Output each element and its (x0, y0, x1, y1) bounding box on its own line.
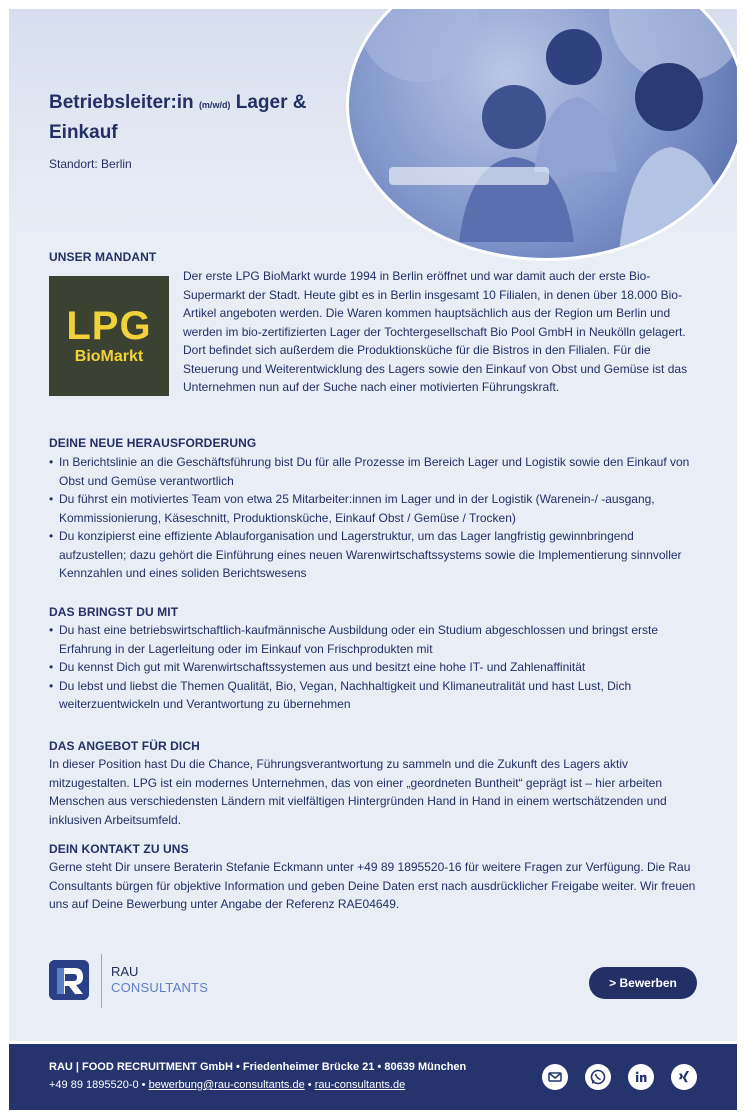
footer-phone: +49 89 1895520-0 • (49, 1079, 146, 1091)
contact-heading: DEIN KONTAKT ZU UNS (49, 842, 189, 856)
whatsapp-icon[interactable] (585, 1064, 611, 1090)
list-item: • In Berichtslinie an die Geschäftsführung bist Du für alle Prozesse im Bereich Lager und Logistik sowie den Einkauf von Obst und Gemüse verantwortlich (49, 453, 699, 490)
list-item: • Du konzipierst eine effiziente Ablauforganisation und Lagerstruktur, um das Lager langfristig gewinnbringend aufzustellen; dazu gehört die Einführung eines neuen Warenwirtschaftssystems sowie die Implementierung sinnvoller Kennzahlen und eines soliden Berichtswesens (49, 527, 699, 583)
offer-heading: DAS ANGEBOT FÜR DICH (49, 739, 200, 753)
footer-address: RAU | FOOD RECRUITMENT GmbH • Friedenheimer Brücke 21 • 80639 München (49, 1061, 467, 1073)
offer-text: In dieser Position hast Du die Chance, Führungsverantwortung zu sammeln und die Zukunft des Lagers aktiv mitzugestalten. LPG ist ein modernes Unternehmen, das von einer „geordneten Buntheit“ geprägt ist – hier arbeiten Menschen aus verschiedensten Ländern mit vielfältigen Hintergründen Hand in Hand in einem wertschätzenden und inklusiven Arbeitsumfeld. (49, 757, 667, 827)
brand-sub: CONSULTANTS (111, 980, 209, 995)
mandant-text: Der erste LPG BioMarkt wurde 1994 in Berlin eröffnet und war damit auch der erste Bio-Supermarkt der Stadt. Heute gibt es in Berlin insgesamt 10 Filialen, in denen über 18.000 Bio-Artikel angeboten werden. Die Waren kommen hauptsächlich aus der Region um Berlin und werden im bio-zertifizierten Lager der Tochtergesellschaft Bio Pool GmbH in Neukölln gelagert. Dort befindet sich außerdem die Produktionsküche für die Bistros in den Filialen. Für die Steuerung und Weiterentwicklung des Lagers sowie den Einkauf von Obst und Gemüse ist das Unternehmen nun auf der Suche nach einer motivierten Führungskraft. (183, 269, 688, 394)
biomarkt-logo-text: BioMarkt (74, 348, 144, 365)
contact-text: Gerne steht Dir unsere Beraterin Stefanie Eckmann unter +49 89 1895520-16 für weitere Fragen zur Verfügung. Die Rau Consultants bürgen für objektive Information und geben Deine Daten erst nach ausdrücklicher Freigabe weiter. Wir freuen uns auf Deine Bewerbung unter Angabe der Referenz RAE04649. (49, 860, 696, 911)
linkedin-icon[interactable] (628, 1064, 654, 1090)
footer (9, 1044, 737, 1110)
rau-mark-icon (49, 960, 89, 1000)
apply-button[interactable]: > Bewerben (589, 967, 697, 999)
footer-contact-line (49, 1079, 405, 1091)
list-item: • Du führst ein motiviertes Team von etwa 25 Mitarbeiter:innen im Lager und in der Logistik (Warenein-/ -ausgang, Kommissionierung, Käseschnitt, Produktionsküche, Einkauf Obst / Gemüse / Trocken) (49, 490, 699, 527)
xing-icon[interactable] (671, 1064, 697, 1090)
lpg-biomarkt-logo (49, 276, 169, 396)
challenge-list (49, 453, 699, 583)
requirements-heading: DAS BRINGST DU MIT (49, 605, 179, 619)
location-label: Standort: Berlin (49, 157, 132, 171)
mail-icon[interactable] (542, 1064, 568, 1090)
mandant-heading: UNSER MANDANT (49, 250, 157, 264)
footer-email-link[interactable]: bewerbung@rau-consultants.de (148, 1079, 305, 1091)
challenge-heading: DEINE NEUE HERAUSFORDERUNG (49, 436, 257, 450)
job-title-gender: (m/w/d) (198, 100, 231, 110)
requirements-list (49, 621, 699, 714)
logo-divider (101, 954, 102, 1008)
job-ad-card (9, 9, 737, 1041)
lpg-logo-text: LPG (66, 304, 152, 348)
rau-consultants-logo (49, 954, 219, 1008)
job-title-main: Betriebsleiter:in (49, 92, 194, 113)
list-item: • Du kennst Dich gut mit Warenwirtschaftssystemen aus und besitzt eine hohe IT- und Zahlenaffinität (49, 658, 699, 677)
footer-separator: • (307, 1079, 312, 1091)
hero-team-photo (346, 9, 737, 261)
list-item: • Du lebst und liebst die Themen Qualität, Bio, Vegan, Nachhaltigkeit und Klimaneutralität und hast Lust, Dich weiterzuentwickeln und Verantwortung zu übernehmen (49, 677, 699, 714)
footer-website-link[interactable]: rau-consultants.de (314, 1079, 406, 1091)
job-title (49, 89, 349, 147)
list-item: • Du hast eine betriebswirtschaftlich-kaufmännische Ausbildung oder ein Studium abgeschlossen und bringst erste Erfahrung in der Lagerleitung oder im Einkauf von Frischprodukten mit (49, 621, 699, 658)
brand-name: RAU (111, 964, 139, 979)
job-title-rest: Lager & Einkauf (49, 92, 307, 143)
